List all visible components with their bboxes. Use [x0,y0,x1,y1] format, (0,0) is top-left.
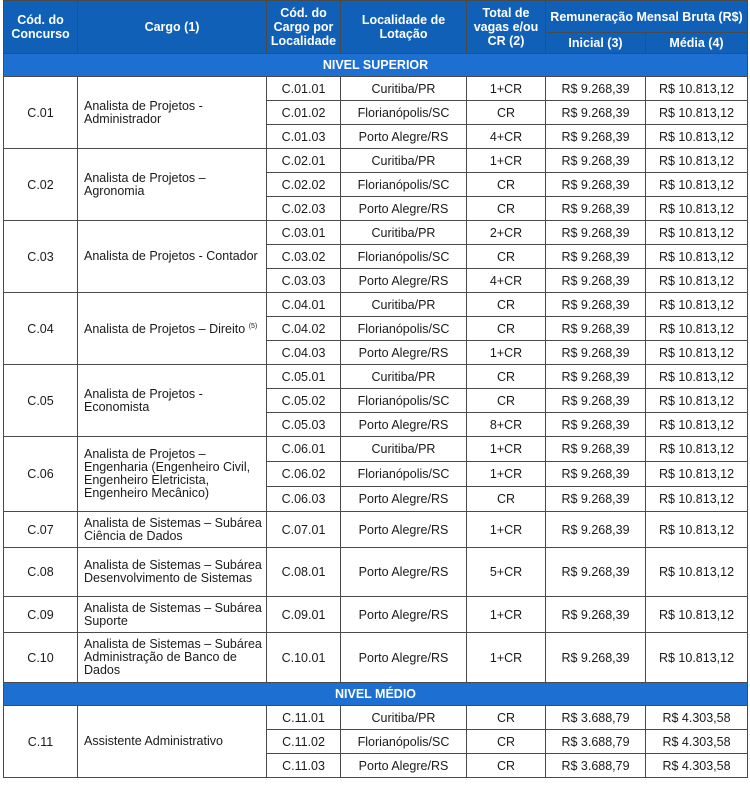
vagas-cell: 1+CR [467,462,546,487]
vagas-cell: 1+CR [467,633,546,683]
localidade-cell: Porto Alegre/RS [341,197,467,221]
header-remuneracao: Remuneração Mensal Bruta (R$) [546,1,748,33]
localidade-cell: Curitiba/PR [341,365,467,389]
vagas-cell: 1+CR [467,77,546,101]
table-row [4,548,748,597]
media-cell: R$ 10.813,12 [646,269,748,293]
vagas-cell: 4+CR [467,125,546,149]
media-cell: R$ 10.813,12 [646,512,748,548]
cod-localidade-cell: C.02.03 [267,197,341,221]
inicial-cell: R$ 9.268,39 [546,269,646,293]
cargo-name: Analista de Sistemas – Subárea Ciência de Dados [84,515,262,543]
cod-localidade-cell: C.11.01 [267,706,341,730]
cargo-name: Assistente Administrativo [84,734,223,748]
inicial-cell: R$ 3.688,79 [546,706,646,730]
inicial-cell: R$ 9.268,39 [546,365,646,389]
cod-localidade-cell: C.01.02 [267,101,341,125]
vagas-cell: 4+CR [467,269,546,293]
vagas-cell: 5+CR [467,548,546,597]
cod-localidade-cell: C.06.03 [267,487,341,512]
media-cell: R$ 10.813,12 [646,101,748,125]
cargo-name: Analista de Projetos – Agronomia [84,170,206,198]
cargo-name: Analista de Sistemas – Subárea Suporte [84,600,262,628]
footnote-marker: (5) [248,323,258,331]
inicial-cell: R$ 3.688,79 [546,754,646,778]
cargo-cell [78,633,267,683]
cod-concurso-cell: C.07 [4,512,78,548]
localidade-cell: Florianópolis/SC [341,317,467,341]
cod-concurso-cell: C.06 [4,437,78,512]
localidade-cell: Florianópolis/SC [341,389,467,413]
inicial-cell: R$ 9.268,39 [546,197,646,221]
cod-localidade-cell: C.11.03 [267,754,341,778]
inicial-cell: R$ 9.268,39 [546,221,646,245]
header-cod-concurso: Cód. do Concurso [4,1,78,54]
cod-localidade-cell: C.05.01 [267,365,341,389]
table-row [4,597,748,633]
vagas-cell: CR [467,365,546,389]
vagas-cell: 2+CR [467,221,546,245]
cod-localidade-cell: C.04.02 [267,317,341,341]
media-cell: R$ 10.813,12 [646,597,748,633]
cod-localidade-cell: C.02.01 [267,149,341,173]
cargo-cell [78,365,267,437]
cod-localidade-cell: C.05.03 [267,413,341,437]
media-cell: R$ 4.303,58 [646,754,748,778]
vagas-cell: 1+CR [467,341,546,365]
cod-concurso-cell: C.01 [4,77,78,149]
inicial-cell: R$ 9.268,39 [546,512,646,548]
inicial-cell: R$ 9.268,39 [546,462,646,487]
header-media: Média (4) [646,33,748,54]
vacancy-table [3,0,748,778]
cod-localidade-cell: C.09.01 [267,597,341,633]
cod-localidade-cell: C.06.01 [267,437,341,462]
table-header [4,1,748,54]
cod-concurso-cell: C.03 [4,221,78,293]
cargo-cell [78,706,267,778]
inicial-cell: R$ 9.268,39 [546,77,646,101]
cod-localidade-cell: C.05.02 [267,389,341,413]
header-inicial: Inicial (3) [546,33,646,54]
media-cell: R$ 10.813,12 [646,413,748,437]
header-cod-localidade: Cód. do Cargo por Localidade [267,1,341,54]
inicial-cell: R$ 9.268,39 [546,101,646,125]
localidade-cell: Porto Alegre/RS [341,754,467,778]
vagas-cell: CR [467,487,546,512]
localidade-cell: Curitiba/PR [341,77,467,101]
cod-concurso-cell: C.05 [4,365,78,437]
cod-localidade-cell: C.04.01 [267,293,341,317]
media-cell: R$ 10.813,12 [646,221,748,245]
vagas-cell: 1+CR [467,437,546,462]
media-cell: R$ 10.813,12 [646,487,748,512]
cod-localidade-cell: C.10.01 [267,633,341,683]
localidade-cell: Porto Alegre/RS [341,633,467,683]
cargo-cell [78,293,267,365]
media-cell: R$ 10.813,12 [646,245,748,269]
localidade-cell: Porto Alegre/RS [341,413,467,437]
header-cargo: Cargo (1) [78,1,267,54]
inicial-cell: R$ 9.268,39 [546,389,646,413]
cargo-name: Analista de Sistemas – Subárea Administração de Banco de Dados [84,637,262,677]
cod-localidade-cell: C.11.02 [267,730,341,754]
cod-concurso-cell: C.11 [4,706,78,778]
cargo-cell [78,512,267,548]
header-localidade: Localidade de Lotação [341,1,467,54]
media-cell: R$ 10.813,12 [646,149,748,173]
inicial-cell: R$ 9.268,39 [546,149,646,173]
media-cell: R$ 10.813,12 [646,293,748,317]
media-cell: R$ 10.813,12 [646,341,748,365]
media-cell: R$ 10.813,12 [646,197,748,221]
vagas-cell: 8+CR [467,413,546,437]
localidade-cell: Florianópolis/SC [341,245,467,269]
cod-localidade-cell: C.07.01 [267,512,341,548]
localidade-cell: Porto Alegre/RS [341,512,467,548]
inicial-cell: R$ 9.268,39 [546,245,646,269]
table-row [4,293,748,317]
inicial-cell: R$ 9.268,39 [546,341,646,365]
table-row [4,221,748,245]
localidade-cell: Porto Alegre/RS [341,548,467,597]
inicial-cell: R$ 9.268,39 [546,597,646,633]
vagas-cell: CR [467,293,546,317]
cargo-cell [78,437,267,512]
media-cell: R$ 10.813,12 [646,77,748,101]
inicial-cell: R$ 9.268,39 [546,413,646,437]
cargo-name: Analista de Projetos – Direito [84,322,246,337]
localidade-cell: Curitiba/PR [341,221,467,245]
cod-localidade-cell: C.08.01 [267,548,341,597]
cod-localidade-cell: C.01.03 [267,125,341,149]
media-cell: R$ 10.813,12 [646,365,748,389]
table-row [4,437,748,462]
section-row [4,54,748,77]
inicial-cell: R$ 9.268,39 [546,125,646,149]
inicial-cell: R$ 9.268,39 [546,633,646,683]
inicial-cell: R$ 9.268,39 [546,293,646,317]
localidade-cell: Florianópolis/SC [341,462,467,487]
localidade-cell: Porto Alegre/RS [341,269,467,293]
media-cell: R$ 10.813,12 [646,317,748,341]
cod-localidade-cell: C.03.02 [267,245,341,269]
localidade-cell: Florianópolis/SC [341,101,467,125]
cod-concurso-cell: C.09 [4,597,78,633]
localidade-cell: Florianópolis/SC [341,173,467,197]
vagas-cell: 1+CR [467,149,546,173]
media-cell: R$ 10.813,12 [646,462,748,487]
cod-localidade-cell: C.06.02 [267,462,341,487]
table-row [4,633,748,683]
vagas-cell: CR [467,754,546,778]
cargo-cell [78,149,267,221]
cod-localidade-cell: C.03.03 [267,269,341,293]
cod-concurso-cell: C.10 [4,633,78,683]
vagas-cell: CR [467,706,546,730]
cargo-cell [78,597,267,633]
header-vagas: Total de vagas e/ou CR (2) [467,1,546,54]
media-cell: R$ 4.303,58 [646,706,748,730]
section-title: NIVEL SUPERIOR [4,54,748,77]
cargo-name: Analista de Projetos - Economista [84,386,203,414]
cod-localidade-cell: C.02.02 [267,173,341,197]
table-row [4,512,748,548]
cargo-name: Analista de Projetos - Administrador [84,98,203,126]
section-title: NIVEL MÉDIO [4,683,748,706]
cod-localidade-cell: C.03.01 [267,221,341,245]
localidade-cell: Porto Alegre/RS [341,597,467,633]
media-cell: R$ 10.813,12 [646,125,748,149]
cod-localidade-cell: C.01.01 [267,77,341,101]
media-cell: R$ 10.813,12 [646,633,748,683]
localidade-cell: Curitiba/PR [341,706,467,730]
cod-localidade-cell: C.04.03 [267,341,341,365]
inicial-cell: R$ 9.268,39 [546,317,646,341]
cod-concurso-cell: C.04 [4,293,78,365]
inicial-cell: R$ 3.688,79 [546,730,646,754]
vagas-cell: 1+CR [467,512,546,548]
vagas-cell: CR [467,245,546,269]
cargo-cell [78,221,267,293]
table-row [4,706,748,730]
localidade-cell: Florianópolis/SC [341,730,467,754]
vagas-cell: CR [467,730,546,754]
media-cell: R$ 10.813,12 [646,437,748,462]
table-body [4,54,748,778]
localidade-cell: Curitiba/PR [341,293,467,317]
media-cell: R$ 10.813,12 [646,548,748,597]
localidade-cell: Porto Alegre/RS [341,341,467,365]
table-row [4,365,748,389]
cargo-name: Analista de Projetos - Contador [84,249,258,263]
localidade-cell: Curitiba/PR [341,149,467,173]
localidade-cell: Curitiba/PR [341,437,467,462]
table-row [4,77,748,101]
vagas-cell: CR [467,173,546,197]
inicial-cell: R$ 9.268,39 [546,548,646,597]
cod-concurso-cell: C.02 [4,149,78,221]
localidade-cell: Porto Alegre/RS [341,125,467,149]
localidade-cell: Porto Alegre/RS [341,487,467,512]
cargo-name: Analista de Projetos – Engenharia (Engenheiro Civil, Engenheiro Eletricista, Engenheiro Mecânico) [84,447,251,500]
inicial-cell: R$ 9.268,39 [546,173,646,197]
section-row [4,683,748,706]
vagas-cell: CR [467,389,546,413]
vagas-cell: CR [467,317,546,341]
media-cell: R$ 10.813,12 [646,173,748,197]
media-cell: R$ 10.813,12 [646,389,748,413]
inicial-cell: R$ 9.268,39 [546,437,646,462]
cod-concurso-cell: C.08 [4,548,78,597]
cargo-name: Analista de Sistemas – Subárea Desenvolvimento de Sistemas [84,558,262,585]
media-cell: R$ 4.303,58 [646,730,748,754]
cargo-cell [78,548,267,597]
inicial-cell: R$ 9.268,39 [546,487,646,512]
cargo-cell [78,77,267,149]
table-row [4,149,748,173]
vagas-cell: 1+CR [467,597,546,633]
vagas-cell: CR [467,101,546,125]
vagas-cell: CR [467,197,546,221]
